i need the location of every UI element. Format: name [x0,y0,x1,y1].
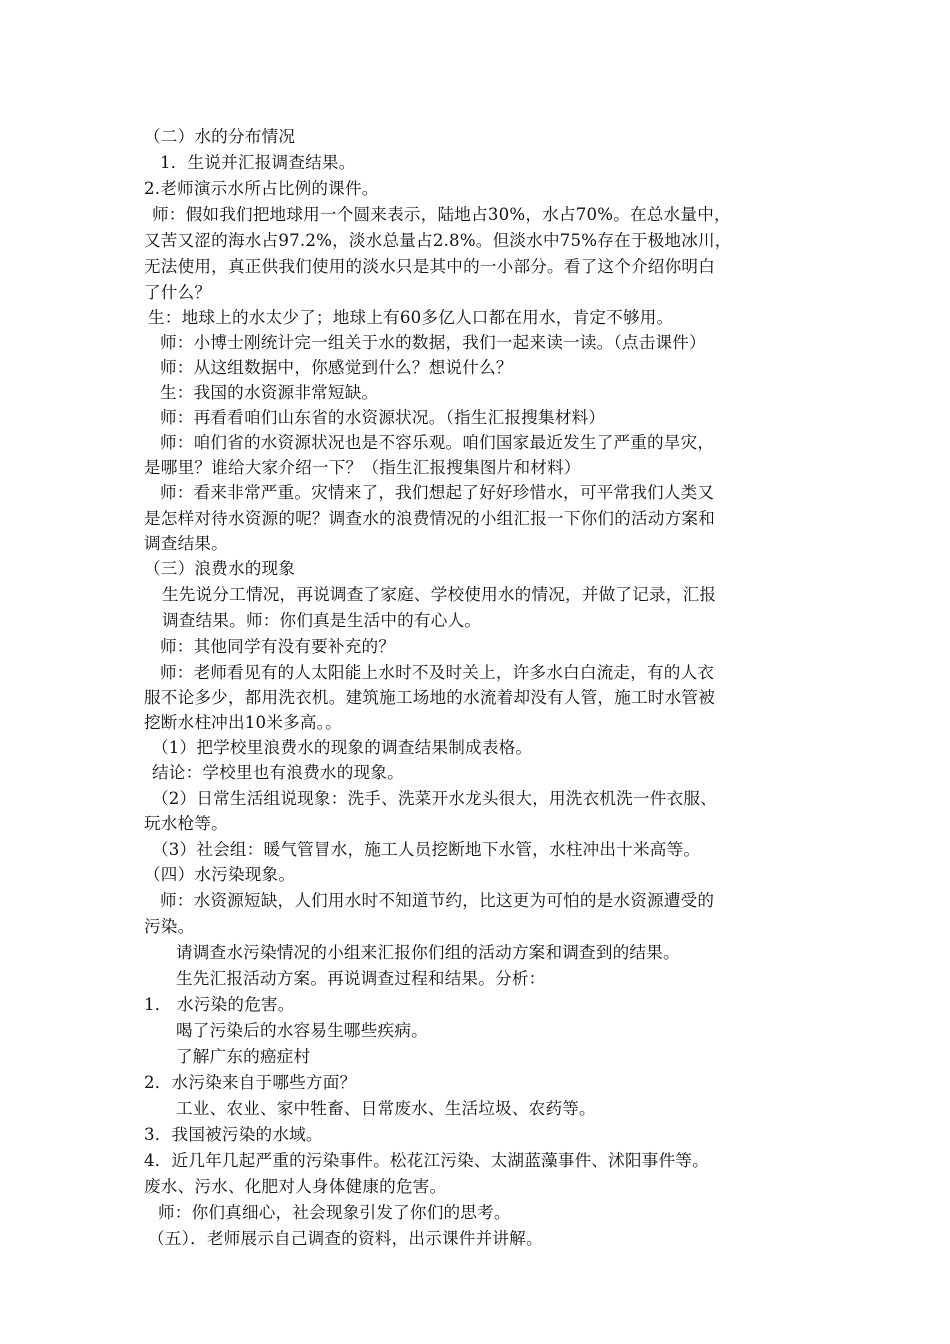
text-line: 师：从这组数据中，你感觉到什么？想说什么？ [160,358,513,377]
section-heading-waste: （三）浪费水的现象 [144,559,296,578]
list-item: 2．水污染来自于哪些方面？ [144,1073,357,1092]
text-line: （2）日常生活组说现象：洗手、洗菜开水龙头很大，用洗衣机洗一件衣服、 [152,789,717,808]
text-line: 师：小博士刚统计完一组关于水的数据，我们一起来读一读。（点击课件） [160,333,706,352]
text-line: 师：老师看见有的人太阳能上水时不及时关上，许多水白白流走，有的人衣 [160,663,715,682]
text-line: 结论：学校里也有浪费水的现象。 [152,763,404,782]
text-line: 是哪里？谁给大家介绍一下？（指生汇报搜集图片和材料） [144,458,581,477]
text-line: 了解广东的癌症村 [176,1047,311,1066]
text-line: 生先说分工情况，再说调查了家庭、学校使用水的情况，并做了记录，汇报 [162,585,717,604]
text-line: 喝了污染后的水容易生哪些疾病。 [176,1021,428,1040]
text-line: 污染。 [144,917,195,936]
text-line: 了什么？ [144,283,212,302]
list-item: 3．我国被污染的水域。 [144,1125,323,1144]
text-line: 师：你们真细心，社会现象引发了你们的思考。 [158,1203,511,1222]
text-line: 师：其他同学有没有要补充的？ [160,637,396,656]
text-line: 玩水枪等。 [144,814,228,833]
text-line: 又苦又涩的海水占97.2%，淡水总量占2.8%。但淡水中75%存在于极地冰川， [144,231,732,250]
text-line: 师：假如我们把地球用一个圆来表示，陆地占30%，水占70%。在总水量中， [152,205,731,224]
text-line: 服不论多少，都用洗衣机。建筑施工场地的水流着却没有人管，施工时水管被 [144,688,715,707]
text-line: 生：我国的水资源非常短缺。 [160,383,379,402]
text-line: 工业、农业、家中牲畜、日常废水、生活垃圾、农药等。 [176,1099,596,1118]
text-line: 无法使用，真正供我们使用的淡水只是其中的一小部分。看了这个介绍你明白 [144,257,715,276]
text-line: 生：地球上的水太少了；地球上有60多亿人口都在用水，肯定不够用。 [148,308,674,327]
list-item: 1． 水污染的危害。 [144,995,295,1014]
text-line: 师：咱们省的水资源状况也是不容乐观。咱们国家最近发生了严重的旱灾， [160,433,715,452]
text-line: 师：水资源短缺，人们用水时不知道节约，比这更为可怕的是水资源遭受的 [160,891,715,910]
text-line: 调查结果。师：你们真是生活中的有心人。 [162,611,482,630]
text-line: 调查结果。 [144,534,228,553]
text-line: 请调查水污染情况的小组来汇报你们组的活动方案和调查到的结果。 [176,943,680,962]
text-line: 1．生说并汇报调查结果。 [160,153,356,172]
text-line: （1）把学校里浪费水的现象的调查结果制成表格。 [152,738,533,757]
text-line: 师：再看看咱们山东省的水资源状况。（指生汇报搜集材料） [160,408,606,427]
text-line: 是怎样对待水资源的呢？调查水的浪费情况的小组汇报一下你们的活动方案和 [144,509,715,528]
text-line: （3）社会组：暖气管冒水，施工人员挖断地下水管，水柱冲出十米高等。 [152,840,701,859]
text-line: 挖断水柱冲出10米多高。。 [144,713,342,732]
text-line: 2.老师演示水所占比例的课件。 [144,179,379,198]
text-line: 师：看来非常严重。灾情来了，我们想起了好好珍惜水，可平常我们人类又 [160,483,715,502]
text-line: 生先汇报活动方案。再说调查过程和结果。分析： [176,969,546,988]
section-heading-distribution: （二）水的分布情况 [144,127,296,146]
section-heading-pollution: （四）水污染现象。 [144,865,296,884]
list-item: 4．近几年几起严重的污染事件。松花江污染、太湖蓝藻事件、沭阳事件等。 [144,1151,709,1170]
section-heading-teacher-materials: （五）．老师展示自己调查的资料，出示课件并讲解。 [148,1229,543,1248]
text-line: 废水、污水、化肥对人身体健康的危害。 [144,1177,447,1196]
